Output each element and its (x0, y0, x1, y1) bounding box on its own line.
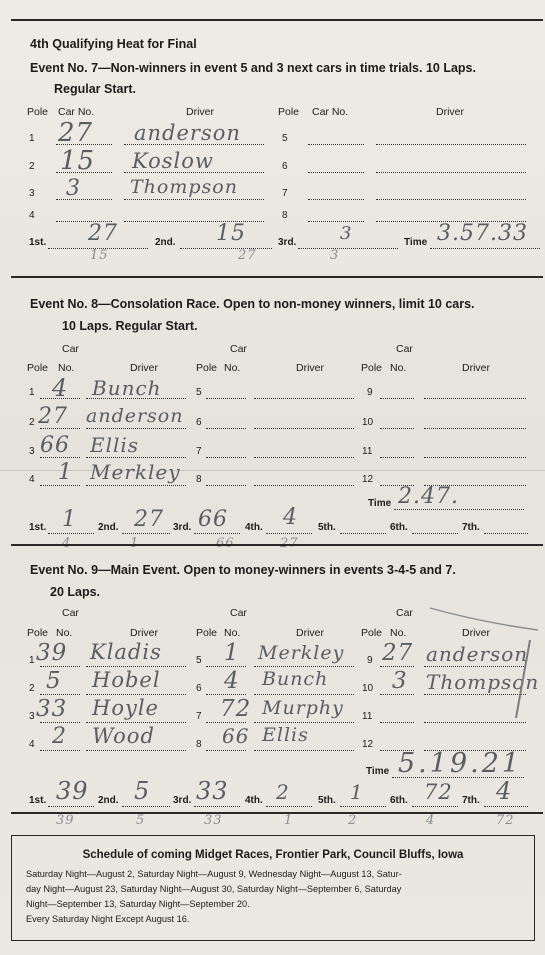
event8-label-2nd: 2nd. (98, 522, 119, 533)
event9-label-6th: 6th. (390, 795, 408, 806)
event8-laps: 10 Laps. Regular Start. (62, 319, 198, 333)
event8-pole-9: 9 (367, 387, 373, 398)
pencil-marks (420, 600, 545, 740)
event8-driver-1: Bunch (92, 376, 162, 400)
event9-car-2: 5 (46, 668, 62, 694)
event8-col-pole-3: Pole (361, 362, 383, 374)
event7-title: 4th Qualifying Heat for Final (30, 37, 197, 51)
event8-pole-1: 1 (29, 387, 35, 398)
event9-col-driver-3: Driver (462, 627, 490, 639)
event8-label-7th: 7th. (462, 522, 480, 533)
event7-pole-6: 6 (282, 161, 288, 172)
event9-col-driver-2: Driver (296, 627, 324, 639)
event9-col-driver-1: Driver (130, 627, 158, 639)
event9-label-7th: 7th. (462, 795, 480, 806)
event9-car-10: 3 (392, 668, 408, 694)
event7-description: Event No. 7—Non-winners in event 5 and 3 next cars in time trials. 10 Laps. (30, 61, 476, 75)
event8-pole-3: 3 (29, 446, 35, 457)
event9-col-pole-1: Pole (27, 627, 49, 639)
event9-driver-8: Ellis (262, 724, 309, 746)
event7-col-driver-1: Driver (186, 106, 214, 118)
event8-bottom-rule (11, 544, 543, 546)
event7-pole-2: 2 (29, 161, 35, 172)
event8-col-no-1: No. (58, 362, 75, 374)
event8-driver-4: Merkley (90, 460, 181, 484)
event7-finish-3rd: 3 (340, 223, 353, 244)
event9-driver-7: Murphy (262, 697, 344, 719)
event9-finish-1st: 39 (56, 777, 89, 805)
event9-pole-4: 4 (29, 739, 35, 750)
event8-label-5th: 5th. (318, 522, 336, 533)
schedule-line-1: Saturday Night—August 2, Saturday Night—August 9, Wednesday Night—August 13, Satur- (26, 869, 402, 879)
event8-pole-5: 5 (196, 387, 202, 398)
event9-pole-5: 5 (196, 655, 202, 666)
event9-pole-2: 2 (29, 683, 35, 694)
event9-pole-9: 9 (367, 655, 373, 666)
event9-pole-7: 7 (196, 711, 202, 722)
event8-col-no-2: No. (224, 362, 241, 374)
event9-pencil-5: 2 (348, 813, 358, 828)
event8-col-pole-2: Pole (196, 362, 218, 374)
event8-col-car-1: Car (62, 343, 79, 355)
event7-car-2: 15 (60, 146, 96, 176)
event8-col-no-3: No. (390, 362, 407, 374)
event9-finish-2nd: 5 (134, 777, 151, 805)
event8-time-value: 2.47. (398, 484, 459, 509)
event8-pole-12: 12 (362, 474, 374, 485)
event8-label-1st: 1st. (29, 522, 47, 533)
event7-pole-5: 5 (282, 133, 288, 144)
event9-driver-10: Thompson (426, 670, 540, 694)
event7-car-1: 27 (58, 118, 94, 148)
event9-pencil-7: 72 (496, 813, 515, 828)
event7-finish-1st: 27 (88, 221, 118, 246)
event7-start-type: Regular Start. (54, 82, 136, 96)
event8-pole-2: 2 (29, 417, 35, 428)
event9-col-no-3: No. (390, 627, 407, 639)
event7-car-3: 3 (66, 176, 81, 201)
event9-pencil-1: 39 (56, 813, 75, 828)
event7-pole-7: 7 (282, 188, 288, 199)
event7-finish-2nd: 15 (216, 221, 246, 246)
event9-driver-1: Kladis (90, 640, 162, 664)
event7-col-car-2: Car No. (312, 106, 349, 118)
event8-finish-1st: 1 (62, 507, 77, 532)
event9-pencil-2: 5 (136, 813, 146, 828)
schedule-line-4: Every Saturday Night Except August 16. (26, 914, 190, 924)
event9-pole-8: 8 (196, 739, 202, 750)
top-rule (11, 19, 543, 21)
event8-col-car-3: Car (396, 343, 413, 355)
event7-pole-3: 3 (29, 188, 35, 199)
event8-driver-3: Ellis (90, 433, 140, 457)
event8-pole-6: 6 (196, 417, 202, 428)
event8-car-1: 4 (52, 374, 69, 402)
event7-pencil-1: 15 (90, 248, 109, 263)
event9-col-no-1: No. (56, 627, 73, 639)
event9-time-value: 5.19.21 (398, 748, 523, 779)
event8-col-pole-1: Pole (27, 362, 49, 374)
event9-driver-9: anderson (426, 642, 529, 666)
event8-pole-7: 7 (196, 446, 202, 457)
event9-pencil-3: 33 (204, 813, 223, 828)
event9-pole-11: 11 (362, 711, 373, 722)
event8-pole-8: 8 (196, 474, 202, 485)
event9-finish-6th: 72 (424, 780, 453, 804)
event7-finish-time: 3.57.33 (437, 221, 528, 246)
event7-bottom-rule (11, 276, 543, 278)
event9-col-no-2: No. (224, 627, 241, 639)
event7-label-time: Time (404, 237, 428, 248)
event9-car-4: 2 (52, 724, 67, 749)
schedule-box (11, 835, 535, 941)
event9-description: Event No. 9—Main Event. Open to money-winners in events 3-4-5 and 7. (30, 563, 456, 577)
event8-label-3rd: 3rd. (173, 522, 192, 533)
event9-label-2nd: 2nd. (98, 795, 119, 806)
event8-pole-4: 4 (29, 474, 35, 485)
event8-label-4th: 4th. (245, 522, 263, 533)
event9-car-7: 72 (220, 696, 252, 722)
event9-finish-7th: 4 (496, 777, 513, 805)
schedule-line-3: Night—September 13, Saturday Night—September 20. (26, 899, 250, 909)
event8-finish-2nd: 27 (134, 507, 164, 532)
event7-driver-1: anderson (134, 121, 241, 145)
event9-driver-3: Hoyle (92, 696, 159, 720)
event9-col-car-3: Car (396, 607, 413, 619)
event9-driver-2: Hobel (92, 668, 161, 692)
event9-driver-6: Bunch (262, 668, 329, 690)
paper-fold (0, 470, 545, 471)
event9-label-4th: 4th. (245, 795, 263, 806)
event7-col-pole-2: Pole (278, 106, 300, 118)
event8-col-car-2: Car (230, 343, 247, 355)
event9-pole-3: 3 (29, 711, 35, 722)
event9-col-car-2: Car (230, 607, 247, 619)
event9-time-label: Time (366, 766, 390, 777)
event7-col-driver-2: Driver (436, 106, 464, 118)
event7-pole-8: 8 (282, 210, 288, 221)
event7-pole-4: 4 (29, 210, 35, 221)
event8-description: Event No. 8—Consolation Race. Open to non-money winners, limit 10 cars. (30, 297, 475, 311)
event7-pencil-2: 27 (238, 248, 257, 263)
event7-col-pole-1: Pole (27, 106, 49, 118)
event7-col-car-1: Car No. (58, 106, 95, 118)
event9-pole-1: 1 (29, 655, 35, 666)
event9-car-6: 4 (224, 668, 240, 694)
event9-driver-4: Wood (92, 724, 155, 748)
event9-finish-5th: 1 (350, 780, 364, 804)
event9-car-5: 1 (224, 640, 240, 666)
event8-col-driver-1: Driver (130, 362, 158, 374)
event9-finish-3rd: 33 (196, 777, 229, 805)
event9-label-1st: 1st. (29, 795, 47, 806)
event8-time-label: Time (368, 498, 392, 509)
event7-driver-2: Koslow (132, 149, 214, 173)
event9-pencil-6: 4 (426, 813, 436, 828)
event7-label-3rd: 3rd. (278, 237, 297, 248)
event8-label-6th: 6th. (390, 522, 408, 533)
event9-col-car-1: Car (62, 607, 79, 619)
event9-laps: 20 Laps. (50, 585, 101, 599)
event9-car-8: 66 (222, 724, 250, 748)
event8-finish-4th: 4 (283, 505, 298, 530)
event9-pole-12: 12 (362, 739, 374, 750)
event8-car-2: 27 (38, 404, 68, 429)
event7-pencil-3: 3 (330, 248, 340, 263)
event9-pole-10: 10 (362, 683, 374, 694)
event8-pole-11: 11 (362, 446, 373, 457)
event8-driver-2: anderson (86, 405, 184, 427)
schedule-title: Schedule of coming Midget Races, Frontier Park, Council Bluffs, Iowa (82, 849, 464, 861)
event9-car-9: 27 (382, 640, 414, 666)
schedule-line-2: day Night—August 23, Saturday Night—August 30, Saturday Night—September 6, Saturday (26, 884, 402, 894)
event9-pole-6: 6 (196, 683, 202, 694)
event9-col-pole-2: Pole (196, 627, 218, 639)
event9-pencil-4: 1 (284, 813, 294, 828)
event9-col-pole-3: Pole (361, 627, 383, 639)
event9-car-1: 39 (36, 640, 68, 666)
event9-finish-4th: 2 (276, 780, 290, 804)
event9-label-3rd: 3rd. (173, 795, 192, 806)
event7-label-1st: 1st. (29, 237, 47, 248)
event8-car-4: 1 (58, 460, 73, 485)
event7-pole-1: 1 (29, 133, 35, 144)
event8-car-3: 66 (40, 433, 70, 458)
event8-col-driver-3: Driver (462, 362, 490, 374)
event9-driver-5: Merkley (258, 642, 345, 664)
event7-driver-3: Thompson (130, 176, 238, 198)
event8-pole-10: 10 (362, 417, 374, 428)
event8-finish-3rd: 66 (198, 507, 228, 532)
event7-label-2nd: 2nd. (155, 237, 176, 248)
event8-col-driver-2: Driver (296, 362, 324, 374)
event9-car-3: 33 (36, 696, 68, 722)
event9-label-5th: 5th. (318, 795, 336, 806)
event9-bottom-rule (11, 812, 543, 814)
